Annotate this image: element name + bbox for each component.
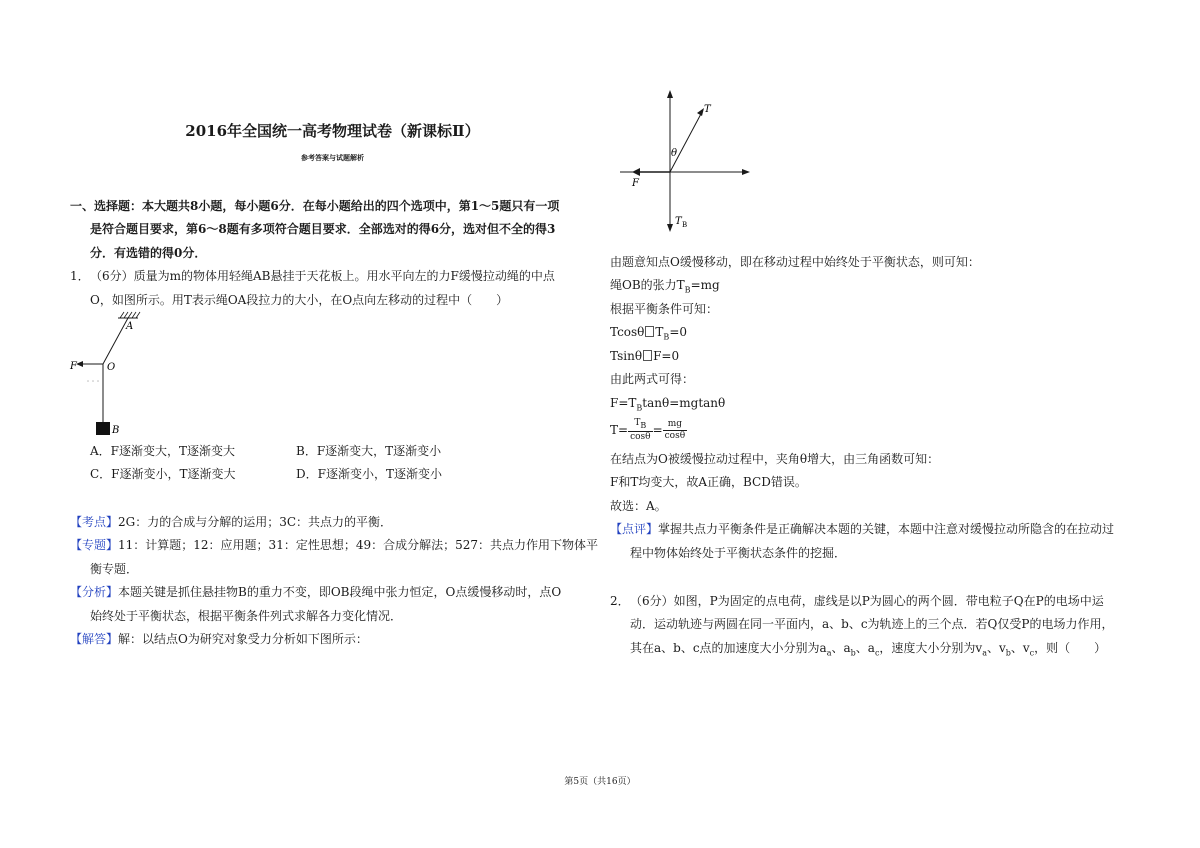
fenxi-tag: 【分析】 xyxy=(70,585,119,599)
equation-3: $F=T_B\tan\theta=mgtan\theta$ xyxy=(610,396,726,413)
q1-fig-label-a: A xyxy=(126,321,134,332)
equation-2: Tsinθ F=0 xyxy=(610,349,680,363)
q1-fig-label-o: O xyxy=(107,362,116,373)
q1-rope-figure xyxy=(66,310,156,438)
section-instruction-line2: 是符合题目要求，第6～8题有多项符合题目要求．全部选对的得6分，选对但不全的得3 xyxy=(90,222,556,236)
zhuanti-tag: 【专题】 xyxy=(70,538,119,552)
equation-4: T= $\frac{T_B}{\cos\theta}$ = $\frac{mg}{\cos\theta}$ xyxy=(610,418,686,442)
q2-stem-line1: （6分）如图，P为固定的点电荷，虚线是以P为圆心的两个圆．带电粒子Q在P的电场中运 xyxy=(630,594,1104,608)
dianping-line2: 程中物体始终处于平衡状态条件的挖掘． xyxy=(630,546,847,560)
dianping-tag: 【点评】 xyxy=(610,522,659,536)
q1-fenxi xyxy=(70,584,561,600)
jieda-tag: 【解答】 xyxy=(70,632,119,646)
q1-fig-label-b: B xyxy=(112,425,120,436)
solution-line-9: 在结点为O被缓慢拉动过程中，夹角θ增大，由三角函数可知： xyxy=(610,452,940,466)
zhuanti-line2: 衡专题． xyxy=(90,562,139,576)
solution-line-6: 由此两式可得： xyxy=(610,372,695,386)
q1-option-d: D．F逐渐变小，T逐渐变小 xyxy=(296,467,442,481)
fenxi-line1: 本题关键是抓住悬挂物B的重力不变，即OB段绳中张力恒定，O点缓慢移动时，点O xyxy=(118,585,562,599)
fig-label-tb: T xyxy=(675,216,682,227)
fig-label-f: F xyxy=(632,178,639,189)
q2-stem-line3: 其在a、b、c点的加速度大小分别为$a_a$、$a_b$、$a_c$，速度大小分别为$v_a$、$v_b$、$v_c$，则（ ） xyxy=(630,641,1107,658)
solution-line-10: F和T均变大，故A正确，BCD错误。 xyxy=(610,475,807,489)
fig-label-tb-sub: B xyxy=(682,221,688,229)
zhuanti-line1: 11：计算题；12：应用题；31：定性思想；49：合成分解法；527：共点力作用下物体平 xyxy=(118,538,599,552)
q1-stem-line1: （6分）质量为m的物体用轻绳AB悬挂于天花板上。用水平向左的力F缓慢拉动绳的中点 xyxy=(90,269,555,283)
page-footer: 第5页（共16页） xyxy=(564,777,636,787)
q1-option-c: C．F逐渐变小，T逐渐变大 xyxy=(90,467,236,481)
q1-kaodian xyxy=(70,514,392,530)
q2-number: 2． xyxy=(610,594,630,608)
solution-answer: 故选：A。 xyxy=(610,499,667,513)
q1-stem-line2: O，如图所示。用T表示绳OA段拉力的大小，在O点向左移动的过程中（ ） xyxy=(90,293,509,307)
page-subtitle: 参考答案与试题解析 xyxy=(301,153,364,162)
fig-label-theta: θ xyxy=(671,148,678,159)
jieda-text: 解：以结点O为研究对象受力分析如下图所示： xyxy=(118,632,368,646)
force-diagram xyxy=(618,88,758,238)
page-title: 2016年全国统一高考物理试卷（新课标Ⅱ） xyxy=(185,122,480,140)
kaodian-text: 2G：力的合成与分解的运用；3C：共点力的平衡． xyxy=(118,515,393,529)
section-instruction-line1: 一、选择题：本大题共8小题，每小题6分．在每小题给出的四个选项中，第1～5题只有一项 xyxy=(70,199,560,213)
q1-option-b: B．F逐渐变大，T逐渐变小 xyxy=(296,444,442,458)
fig-label-t: T xyxy=(704,104,711,115)
q1-jieda xyxy=(70,631,368,647)
q1-number: 1． xyxy=(70,269,90,283)
solution-line-3: 根据平衡条件可知： xyxy=(610,302,719,316)
q2-stem-line2: 动．运动轨迹与两圆在同一平面内，a、b、c为轨迹上的三个点．若Q仅受P的电场力作用， xyxy=(630,617,1114,631)
section-instruction-line3: 分．有选错的得0分． xyxy=(90,246,207,260)
equation-1: Tcosθ $T_B=0$ xyxy=(610,325,688,342)
fenxi-line2: 始终处于平衡状态，根据平衡条件列式求解各力变化情况． xyxy=(90,609,403,623)
solution-line-2: 绳OB的张力$T_B=mg$ xyxy=(610,278,720,295)
solution-line-1: 由题意知点O缓慢移动，即在移动过程中始终处于平衡状态，则可知： xyxy=(610,255,980,269)
kaodian-tag: 【考点】 xyxy=(70,515,119,529)
q1-fig-label-f: F xyxy=(70,361,77,372)
q1-option-a: A．F逐渐变大，T逐渐变大 xyxy=(90,444,235,458)
q1-zhuanti xyxy=(70,537,598,553)
dianping: 【点评】掌握共点力平衡条件是正确解决本题的关键，本题中注意对缓慢拉动所隐含的在拉动过 xyxy=(610,522,1115,536)
